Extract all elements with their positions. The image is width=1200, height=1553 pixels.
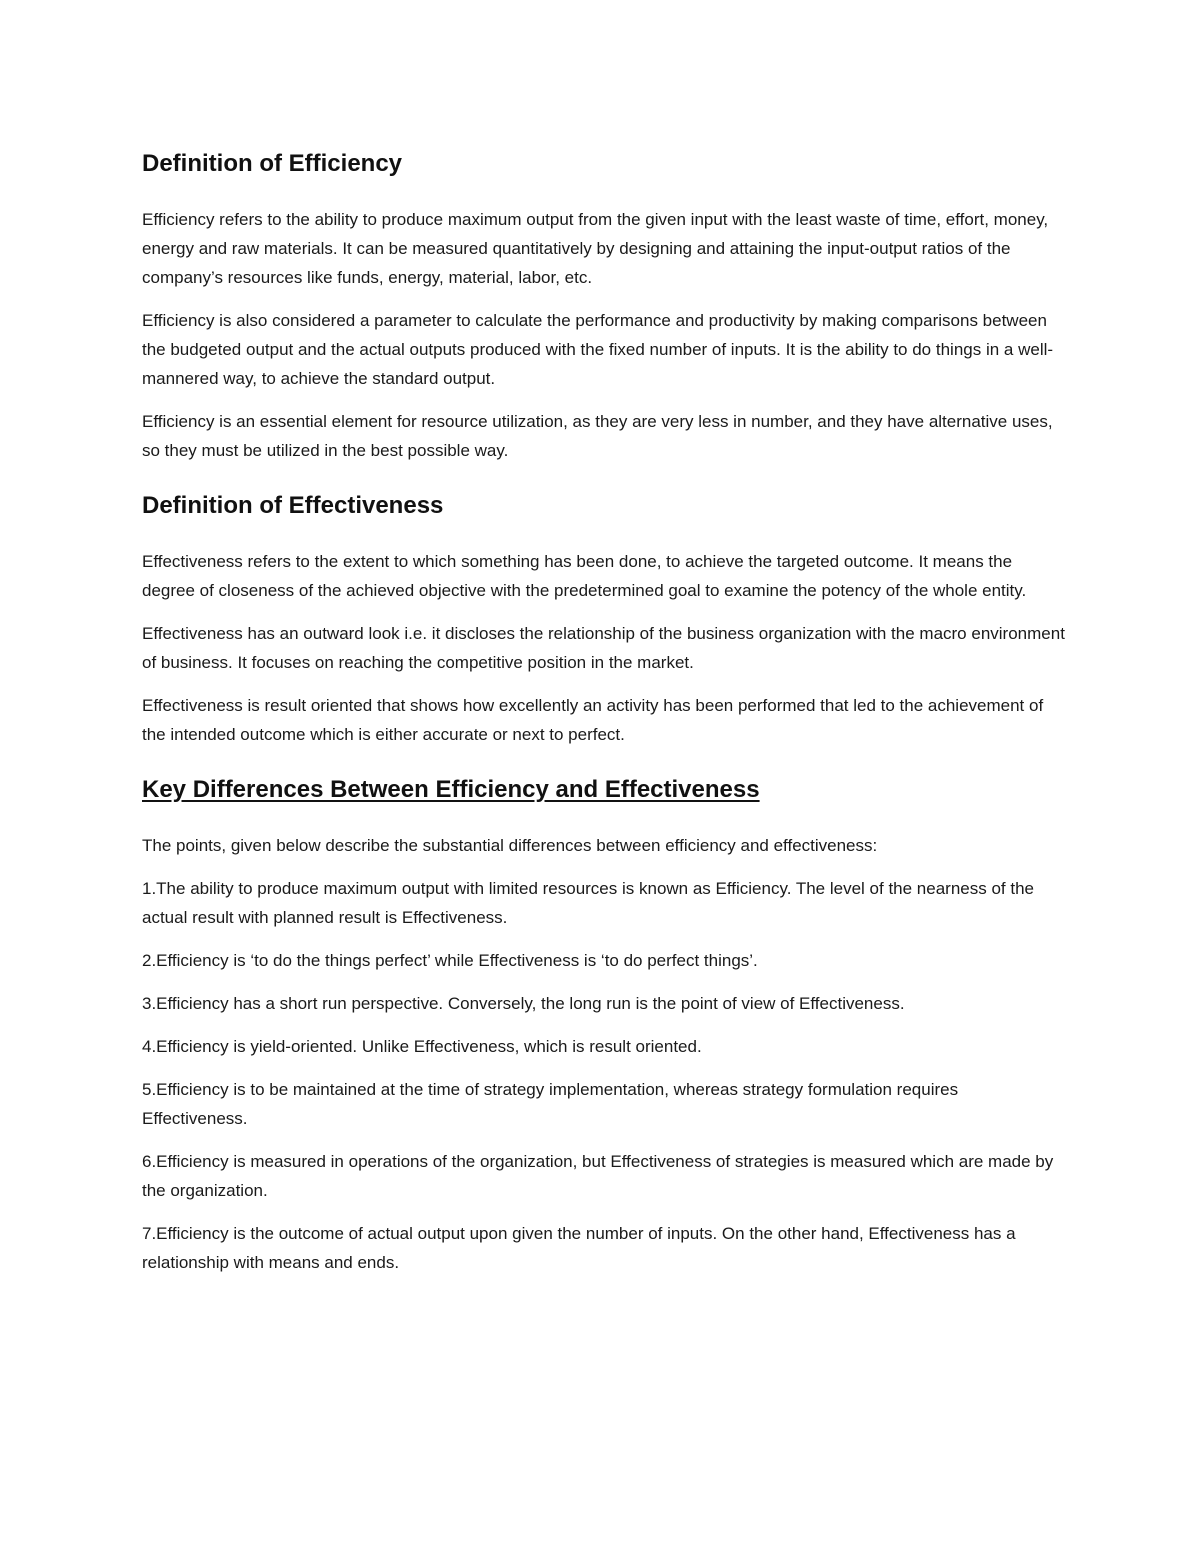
heading-definition-of-efficiency: Definition of Efficiency [142,150,403,177]
heading-definition-of-effectiveness: Definition of Effectiveness [142,492,444,519]
difference-item: 6.Efficiency is measured in operations of the organization, but Effectiveness of strategies is measured which are made by the organization. [142,1152,1054,1200]
difference-item: 5.Efficiency is to be maintained at the time of strategy implementation, whereas strategy formulation requires Effectiveness. [142,1080,959,1128]
document-page [142,0,1067,1277]
difference-item: 2.Efficiency is ‘to do the things perfect’ while Effectiveness is ‘to do perfect things’. [142,951,758,970]
paragraph: Efficiency is also considered a parameter to calculate the performance and productivity by making comparisons between the budgeted output and the actual outputs produced with the fixed number of inputs. It is the ability to do things in a well-mannered way, to achieve the standard output. [142,311,1054,388]
paragraph: Effectiveness is result oriented that shows how excellently an activity has been performed that led to the achievement of the intended outcome which is either accurate or next to perfect. [142,696,1044,744]
paragraph: Efficiency refers to the ability to produce maximum output from the given input with the least waste of time, effort, money, energy and raw materials. It can be measured quantitatively by designing and attaining the input-output ratios of the company’s resources like funds, energy, material, labor, etc. [142,210,1049,287]
difference-item: 7.Efficiency is the outcome of actual output upon given the number of inputs. On the other hand, Effectiveness has a relationship with means and ends. [142,1224,1016,1272]
difference-item: 3.Efficiency has a short run perspective. Conversely, the long run is the point of view of Effectiveness. [142,994,905,1013]
difference-item: 4.Efficiency is yield-oriented. Unlike Effectiveness, which is result oriented. [142,1037,702,1056]
paragraph: Effectiveness refers to the extent to which something has been done, to achieve the targeted outcome. It means the degree of closeness of the achieved objective with the predetermined goal to examine the potency of the whole entity. [142,552,1027,600]
difference-item: 1.The ability to produce maximum output with limited resources is known as Efficiency. The level of the nearness of the actual result with planned result is Effectiveness. [142,879,1034,927]
paragraph: Efficiency is an essential element for resource utilization, as they are very less in number, and they have alternative uses, so they must be utilized in the best possible way. [142,412,1053,460]
paragraph: Effectiveness has an outward look i.e. it discloses the relationship of the business organization with the macro environment of business. It focuses on reaching the competitive position in the market. [142,624,1065,672]
heading-key-differences: Key Differences Between Efficiency and Effectiveness [142,776,760,803]
intro-paragraph: The points, given below describe the substantial differences between efficiency and effectiveness: [142,836,878,855]
